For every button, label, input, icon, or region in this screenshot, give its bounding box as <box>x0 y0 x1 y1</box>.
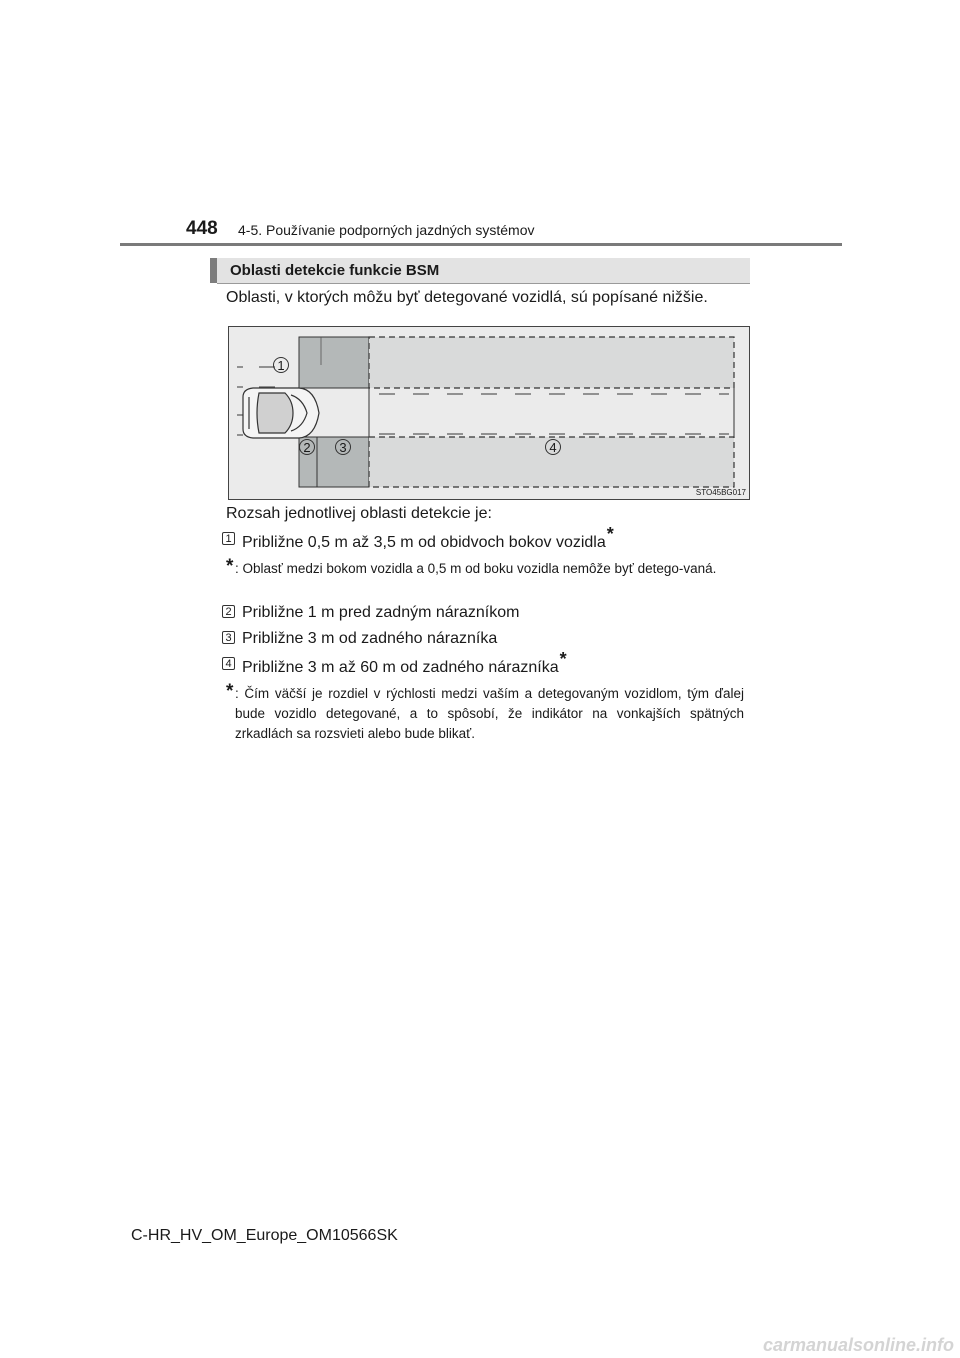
chapter-title: 4-5. Používanie podporných jazdných systémov <box>238 222 535 238</box>
figure-code: STO45BG017 <box>695 488 746 497</box>
section-divider <box>217 283 750 284</box>
footnote-star: * <box>606 524 614 544</box>
note-star-1: * <box>226 556 234 577</box>
bsm-detection-area-figure <box>228 326 750 500</box>
range-heading: Rozsah jednotlivej oblasti detekcie je: <box>226 505 492 522</box>
figure-marker-2: 2 <box>299 439 315 455</box>
item-number-3: 3 <box>222 631 235 644</box>
intro-paragraph: Oblasti, v ktorých môžu byť detegované vozidlá, sú popísané nižšie. <box>226 289 708 306</box>
document-id: C-HR_HV_OM_Europe_OM10566SK <box>131 1227 398 1244</box>
page-number: 448 <box>186 218 218 239</box>
range-item-1-text: Približne 0,5 m až 3,5 m od obidvoch bokov vozidla <box>242 534 606 551</box>
range-item-3: Približne 3 m od zadného nárazníka <box>242 630 498 647</box>
range-item-4 <box>242 649 567 677</box>
figure-marker-1: 1 <box>273 357 289 373</box>
item-number-2: 2 <box>222 605 235 618</box>
item-number-1: 1 <box>222 532 235 545</box>
range-item-4-text: Približne 3 m až 60 m od zadného nárazníka <box>242 659 559 676</box>
zone-4-upper <box>369 337 734 388</box>
item-number-4: 4 <box>222 657 235 670</box>
range-item-2: Približne 1 m pred zadným nárazníkom <box>242 604 520 621</box>
section-title: Oblasti detekcie funkcie BSM <box>230 262 440 279</box>
watermark: carmanualsonline.info <box>762 1335 954 1355</box>
zone-1-upper <box>299 337 369 388</box>
note-star-2: * <box>226 681 234 702</box>
note-2: : Čím väčší je rozdiel v rýchlosti medzi vaším a detegovaným vozidlom, tým ďalej bude vozidlo detegované, a to spôsobí, že indikátor na vonkajších spätných zrkadlách sa rozsvieti alebo bude blikať. <box>235 686 744 741</box>
note-1: : Oblasť medzi bokom vozidla a 0,5 m od boku vozidla nemôže byť detego-vaná. <box>235 561 717 576</box>
footnote-star: * <box>559 649 567 669</box>
section-header <box>210 258 750 283</box>
figure-marker-4: 4 <box>545 439 561 455</box>
range-item-1 <box>242 524 614 552</box>
car-icon <box>243 388 319 438</box>
figure-marker-3: 3 <box>335 439 351 455</box>
road-diagram <box>229 327 750 500</box>
header-divider <box>120 243 842 246</box>
